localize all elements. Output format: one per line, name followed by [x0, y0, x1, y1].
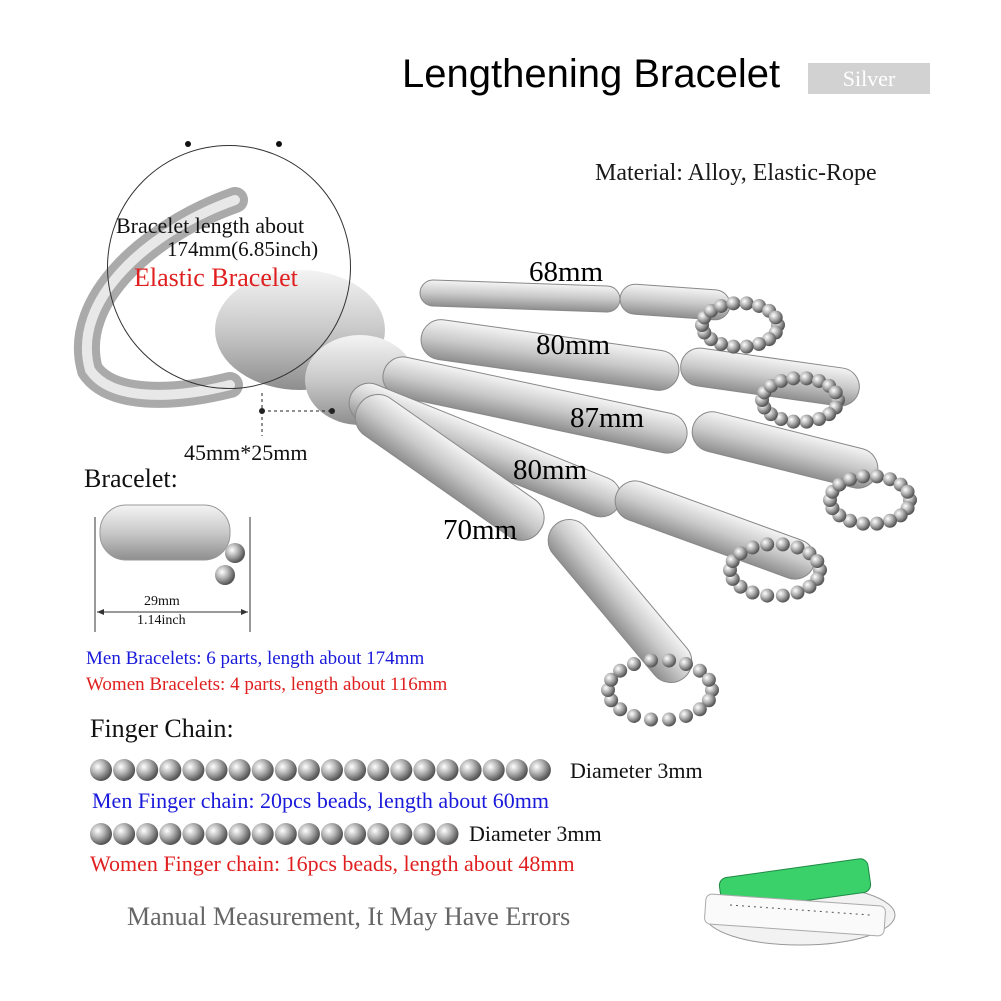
ring-bead	[644, 653, 658, 667]
bracelet-heading: Bracelet:	[84, 464, 178, 493]
chain-bead	[90, 823, 112, 845]
finger-chain-heading: Finger Chain:	[90, 714, 234, 743]
ring-bead	[627, 709, 641, 723]
ring-bead	[829, 385, 843, 399]
ring-bead	[760, 589, 774, 603]
chain-bead	[321, 823, 343, 845]
chain-bead	[367, 823, 389, 845]
ring-bead	[740, 340, 754, 354]
chain-bead	[229, 823, 251, 845]
chain-bead	[298, 823, 320, 845]
ring-bead	[613, 664, 627, 678]
elastic-bracelet-label: Elastic Bracelet	[134, 263, 298, 292]
chain-bead	[275, 759, 297, 781]
ring-bead	[901, 485, 915, 499]
part-width-inch: 1.14inch	[137, 613, 186, 628]
ring-bead	[812, 412, 826, 426]
chain-bead	[390, 823, 412, 845]
chain-bead	[413, 823, 435, 845]
ring-bead	[679, 657, 693, 671]
page-title: Lengthening Bracelet	[402, 52, 781, 96]
ring-bead	[702, 673, 716, 687]
women-finger-chain	[90, 823, 459, 845]
ring-bead	[714, 299, 728, 313]
chain-bead	[252, 759, 274, 781]
men-bracelets-text: Men Bracelets: 6 parts, length about 174mm	[86, 648, 425, 669]
ring-bead	[774, 374, 788, 388]
ring-bead	[776, 537, 790, 551]
ring-bead	[726, 296, 740, 310]
chain-bead	[159, 759, 181, 781]
chain-bead	[460, 759, 482, 781]
material-text: Material: Alloy, Elastic-Rope	[595, 160, 877, 186]
chain-bead	[206, 759, 228, 781]
chain-bead	[437, 759, 459, 781]
chain-bead	[344, 759, 366, 781]
ring-bead	[810, 554, 824, 568]
ring-bead	[746, 540, 760, 554]
chain-bead	[390, 759, 412, 781]
ring-bead	[662, 653, 676, 667]
color-badge: Silver	[808, 63, 930, 94]
part-size-label: 45mm*25mm	[184, 440, 308, 465]
ring-bead	[776, 589, 790, 603]
chain-bead	[229, 759, 251, 781]
ring-bead	[883, 514, 897, 528]
women-finger-chain-text: Women Finger chain: 16pcs beads, length about 48mm	[90, 851, 575, 876]
measurement-note: Manual Measurement, It May Have Errors	[127, 902, 571, 931]
chain-bead	[90, 759, 112, 781]
chain-bead	[136, 823, 158, 845]
ring-bead	[679, 709, 693, 723]
chain-bead	[182, 759, 204, 781]
chain-bead	[529, 759, 551, 781]
ring-bead	[786, 415, 800, 429]
finger-length-label: 87mm	[570, 402, 645, 434]
chain-bead	[413, 759, 435, 781]
ring-bead	[746, 586, 760, 600]
women-bracelets-text: Women Bracelets: 4 parts, length about 116mm	[86, 674, 448, 695]
ring-bead	[786, 371, 800, 385]
ring-bead	[693, 702, 707, 716]
tape-measure-icon	[704, 858, 895, 945]
finger-bones	[343, 280, 882, 692]
ring-bead	[856, 517, 870, 531]
chain-bead	[136, 759, 158, 781]
finger-length-label: 80mm	[536, 329, 611, 361]
men-chain-diameter: Diameter 3mm	[570, 758, 703, 783]
chain-bead	[113, 823, 135, 845]
chain-bead	[206, 823, 228, 845]
circle-end-dot	[276, 141, 282, 147]
chain-bead	[275, 823, 297, 845]
ring-bead	[800, 415, 814, 429]
finger-length-label: 68mm	[529, 256, 604, 288]
ring-bead	[769, 310, 783, 324]
chain-bead	[113, 759, 135, 781]
bracelet-length-line1: Bracelet length about	[116, 213, 305, 238]
chain-bead	[367, 759, 389, 781]
chain-bead	[159, 823, 181, 845]
ring-bead	[870, 469, 884, 483]
ring-bead	[752, 337, 766, 351]
chain-bead	[252, 823, 274, 845]
ring-bead	[627, 657, 641, 671]
bracelet-length-line2: 174mm(6.85inch)	[167, 237, 319, 261]
part-width-mm: 29mm	[144, 594, 180, 609]
chain-bead	[437, 823, 459, 845]
ring-bead	[726, 340, 740, 354]
ring-bead	[644, 713, 658, 727]
ring-bead	[843, 472, 857, 486]
ring-bead	[870, 517, 884, 531]
men-finger-chain-text: Men Finger chain: 20pcs beads, length about 60mm	[92, 788, 550, 813]
chain-bead	[298, 759, 320, 781]
chain-bead	[321, 759, 343, 781]
ring-bead	[802, 580, 816, 594]
ring-bead	[760, 537, 774, 551]
ring-bead	[856, 469, 870, 483]
ring-bead	[800, 371, 814, 385]
women-chain-diameter: Diameter 3mm	[469, 821, 602, 846]
chain-bead	[483, 759, 505, 781]
ring-bead	[734, 546, 748, 560]
ring-bead	[791, 540, 805, 554]
ring-bead	[791, 586, 805, 600]
chain-bead	[182, 823, 204, 845]
chain-bead	[506, 759, 528, 781]
finger-length-label: 70mm	[443, 514, 518, 546]
finger-length-label: 80mm	[513, 454, 588, 486]
circle-end-dot	[185, 141, 191, 147]
chain-bead	[344, 823, 366, 845]
ring-bead	[662, 713, 676, 727]
ring-bead	[740, 296, 754, 310]
men-finger-chain	[90, 759, 551, 781]
